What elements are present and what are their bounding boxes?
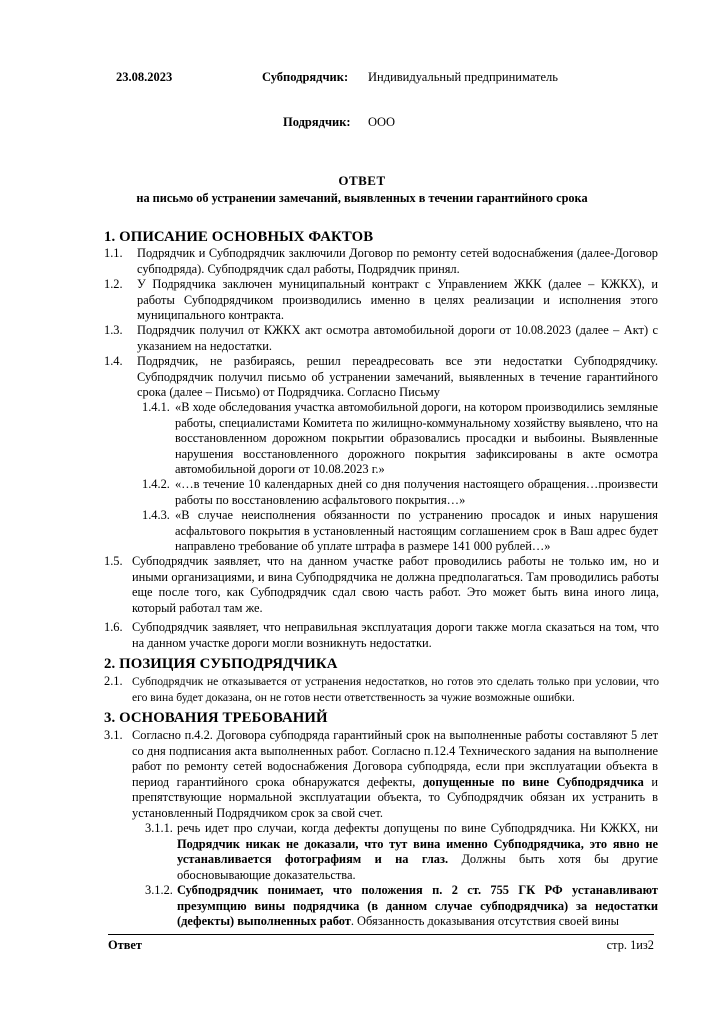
subcontractor-value: Индивидуальный предприниматель xyxy=(368,70,558,84)
item-text: Субподрядчик заявляет, что неправильная эксплуатация дороги также могла сказаться на том, что на данном участке дороги могли возникнуть недостатки. xyxy=(132,620,659,650)
subitem-text xyxy=(177,821,658,883)
item-number: 2.1. xyxy=(104,674,123,688)
document-subtitle: на письмо об устранении замечаний, выявленных в течении гарантийного срока xyxy=(136,191,588,205)
subitem-number: 1.4.2. xyxy=(142,477,170,491)
section-3-heading: 3. ОСНОВАНИЯ ТРЕБОВАНИЙ xyxy=(104,710,328,726)
item-number: 1.6. xyxy=(104,620,123,634)
bold-run: Субподрядчик понимает, что положения п. 2 ст. 755 ГК РФ устанавливают презумпцию вины подрядчика (в данном случае субподрядчика) за недостатки (дефекты) выполненных работ xyxy=(177,883,658,928)
contractor-value: ООО xyxy=(368,115,396,129)
item-text: Подрядчик, не разбираясь, решил переадресовать все эти недостатки Субподрядчику. Субподрядчик получил письмо об устранении замечаний, выявленных в течение гарантийного срока (далее – Письмо) от Подрядчика. Согласно Письму xyxy=(137,354,658,399)
item-text xyxy=(132,728,658,821)
section-1-heading: 1. ОПИСАНИЕ ОСНОВНЫХ ФАКТОВ xyxy=(104,229,374,245)
subitem-text: «В случае неисполнения обязанности по устранению просадок и иных нарушения асфальтового покрытия в установленный настоящим соглашением срок в Ваш адрес будет направлено требование об уплате штрафа в размере 141 000 рублей…» xyxy=(175,508,658,553)
section-2-heading: 2. ПОЗИЦИЯ СУБПОДРЯДЧИКА xyxy=(104,656,338,672)
subitem-text xyxy=(177,883,658,930)
subitem-number: 1.4.3. xyxy=(142,508,170,522)
item-text: Подрядчик и Субподрядчик заключили Договор по ремонту сетей водоснабжения (далее-Договор субподряда). Субподрядчик сдал работы, Подрядчик принял. xyxy=(137,246,658,276)
item-number: 1.5. xyxy=(104,554,123,568)
subitem-number: 3.1.2. xyxy=(145,883,173,897)
subcontractor-label: Субподрядчик: xyxy=(262,70,349,84)
item-text: Подрядчик получил от КЖКХ акт осмотра автомобильной дороги от 10.08.2023 (далее – Акт) с указанием на недостатки. xyxy=(137,323,658,353)
text-run: и препятствующие нормальной эксплуатации объекта, то Субподрядчик обязан их устранить в установленный Подрядчиком срок за свой счет. xyxy=(132,774,658,820)
subitem-text: «…в течение 10 календарных дней со дня получения настоящего обращения…произвести работы по восстановлению асфальтового покрытия…» xyxy=(175,477,658,507)
item-number: 1.2. xyxy=(104,277,123,291)
footer-left: Ответ xyxy=(108,938,143,952)
item-number: 1.3. xyxy=(104,323,123,337)
item-text: У Подрядчика заключен муниципальный контракт с Управлением ЖКК (далее – КЖКХ), и работы Субподрядчиком производились именно в целях реализации и исполнения этого муниципального контракта. xyxy=(137,277,658,322)
bold-run: допущенные по вине Субподрядчика xyxy=(422,774,644,789)
text-run: речь идет про случаи, когда дефекты допущены по вине Субподрядчика. Ни КЖКХ, ни xyxy=(177,821,658,835)
text-run: Согласно п.4.2. Договора субподряда гарантийный срок на выполненные работы составляют 5 лет со дня подписания акта выполненных работ. Согласно п.12.4 Технического задания на выполнение работ по ремонту сетей водоснабжения Договора субподряда, если при эксплуатации объекта в период гарантийного срока обнаружатся дефекты, xyxy=(132,728,658,789)
page-number: стр. 1из2 xyxy=(606,938,654,952)
subitem-number: 3.1.1. xyxy=(145,821,173,835)
bold-run: Подрядчик никак не доказали, что тут вина именно Субподрядчика, это явно не устанавливается фотографиям и на глаз. xyxy=(177,836,658,866)
item-text: Субподрядчик заявляет, что на данном участке работ проводились работы не только им, но и иными организациями, и вина Субподрядчика не должна предполагаться. Там проводились работы еще после того, как Субподрядчик сдал свою часть работ. Это может быть вина иного лица, который работал там же. xyxy=(132,554,659,615)
text-run: Должны быть хотя бы другие обосновывающие доказательства. xyxy=(177,852,658,882)
document-title: ОТВЕТ xyxy=(338,173,386,188)
item-number: 1.4. xyxy=(104,354,123,368)
contractor-label: Подрядчик: xyxy=(283,115,351,129)
item-number: 3.1. xyxy=(104,728,123,742)
text-run: . Обязанность доказывания отсутствия своей вины xyxy=(350,914,619,928)
item-number: 1.1. xyxy=(104,246,123,260)
item-text: Субподрядчик не отказывается от устранения недостатков, но готов это сделать только при условии, что его вина будет доказана, он не готов нести ответственность за чужие возможные ошибки. xyxy=(132,675,659,704)
subitem-text: «В ходе обследования участка автомобильной дороги, на котором производились земляные работы, специалистами Комитета по жилищно-коммунальному хозяйству выявлено, что на восстановленном дорожном покрытии образовались просадки и выбоины. Выявленные нарушения восстановленного дорожного покрытия зафиксированы в акте осмотра автомобильной дороги от 10.08.2023 г.» xyxy=(175,400,658,476)
document-date: 23.08.2023 xyxy=(116,70,173,84)
subitem-number: 1.4.1. xyxy=(142,400,170,414)
footer-divider xyxy=(108,934,654,935)
